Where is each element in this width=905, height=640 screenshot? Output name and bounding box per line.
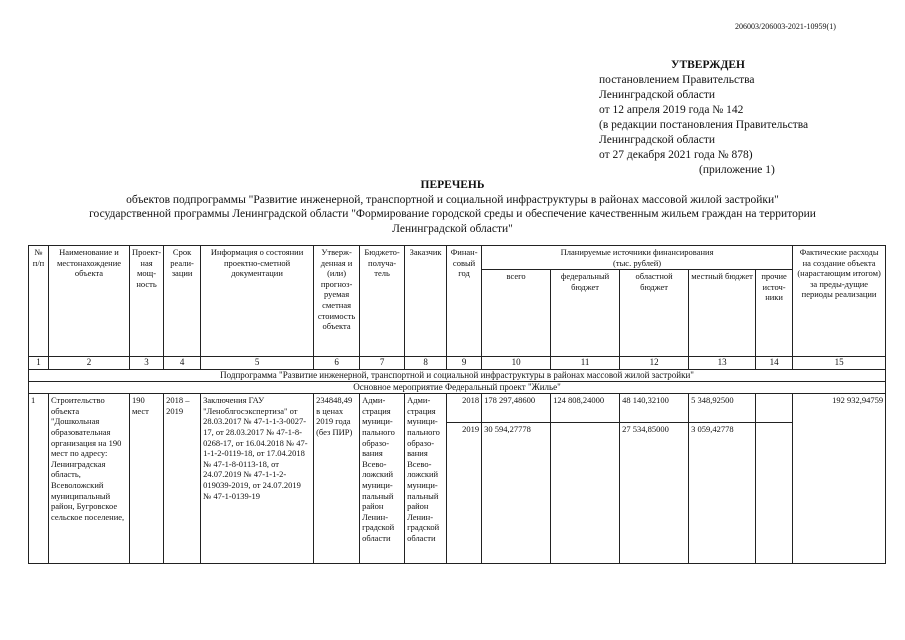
col-number: 1 [29,357,49,370]
row-actual: 192 932,94759 [793,394,886,564]
heading-line: государственной программы Ленинградской области "Формирование городской среды и обеспечение качественным жильем граждан на территории [89,208,816,220]
header-cost: Утверж-денная и (или) прогноз-руемая сметная стоимость объекта [314,246,360,357]
header-year: Финан-совый год [447,246,482,357]
row-recipient: Адми-страция муници-пального образо-вания Всево-ложский муници-пальный район Ленин-градской области [360,394,405,564]
approval-line: от 27 декабря 2021 года № 878) [599,149,753,161]
other-cell [756,423,793,564]
col-number: 2 [49,357,130,370]
row-num: 1 [29,394,49,564]
header-sources-unit: (тыс. рублей) [613,257,662,268]
col-number: 15 [793,357,886,370]
approval-line: Ленинградской области [599,134,716,146]
appendix-label: (приложение 1) [699,164,775,176]
measure-title: Основное мероприятие Федеральный проект "Жилье" [29,382,886,394]
col-number: 6 [314,357,360,370]
row-customer: Адми-страция муници-пального образо-вания Всево-ложский муници-пальный район Ленин-градской области [405,394,447,564]
approval-line: постановлением Правительства [599,74,755,86]
header-sources-title: Планируемые источники финансирования [560,247,714,257]
header-name: Наименование и местонахождение объекта [49,246,130,357]
page-title: ПЕРЕЧЕНЬ [420,179,485,191]
header-customer: Заказчик [405,246,447,357]
heading-line: Ленинградской области" [392,222,513,235]
approval-block [599,58,808,178]
row-capacity: 190 мест [130,394,164,564]
col-number: 7 [360,357,405,370]
col-number: 12 [620,357,689,370]
col-number: 9 [447,357,482,370]
header-term: Срок реали-зации [164,246,201,357]
header-recipient: Бюджето-получа-тель [360,246,405,357]
header-regional: областной бюджет [620,270,689,357]
document-number: 206003/206003-2021-10959(1) [735,22,836,31]
header-federal: федеральный бюджет [551,270,620,357]
col-number: 10 [482,357,551,370]
regional-cell: 27 534,85000 [620,423,689,564]
total-cell: 30 594,27778 [482,423,551,564]
col-number: 11 [551,357,620,370]
heading-line: объектов подпрограммы "Развитие инженерной, транспортной и социальной инфраструктуры в районах массовой жилой застройки" [126,193,779,206]
header-actual: Фактические расходы на создание объекта (нарастающим итогом) за преды-дущие периоды реализации [793,246,886,357]
total-cell: 178 297,48600 [482,394,551,423]
year-cell: 2019 [447,423,482,564]
header-num: № п/п [29,246,49,357]
regional-cell: 48 140,32100 [620,394,689,423]
col-number: 4 [164,357,201,370]
approval-line: (в редакции постановления Правительства [599,119,809,131]
approval-line: Ленинградской области [599,89,716,101]
col-number: 13 [689,357,756,370]
federal-cell: 124 808,24000 [551,394,620,423]
local-cell: 5 348,92500 [689,394,756,423]
row-cost: 234848,49 в ценах 2019 года (без ПИР) [314,394,360,564]
row-name: Строительство объекта "Дошкольная образовательная организация на 190 мест по адресу: Ленинградская область, Всеволожский муниципальный район, Бугровское сельское поселение, [49,394,130,564]
header-local: местный бюджет [689,270,756,357]
col-number: 3 [130,357,164,370]
header-sources [482,246,793,270]
column-numbers-row [29,357,886,370]
document-heading [0,178,905,236]
subprogram-title: Подпрограмма "Развитие инженерной, транспортной и социальной инфраструктуры в районах массовой жилой застройки" [29,370,886,382]
table-row [29,394,886,423]
header-docs: Информация о состоянии проектно-сметной документации [201,246,314,357]
subprogram-row [29,370,886,382]
year-cell: 2018 [447,394,482,423]
row-docs: Заключения ГАУ "Леноблгосэкспертиза" от 28.03.2017 № 47-1-1-3-0027-17, от 28.03.2017 № 47-1-8-0268-17, от 16.04.2018 № 47-1-1-2-0119-18, от 17.04.2018 № 47-1-8-0113-18, от 24.07.2019 № 47-1-1-2-019039-2019, от 24.07.2019 № 47-1-0139-19 [201,394,314,564]
header-other: прочие источ-ники [756,270,793,357]
col-number: 5 [201,357,314,370]
header-total: всего [482,270,551,357]
header-capacity: Проект-ная мощ-ность [130,246,164,357]
objects-table [28,245,886,564]
col-number: 8 [405,357,447,370]
approval-line: от 12 апреля 2019 года № 142 [599,104,744,116]
measure-row [29,382,886,394]
local-cell: 3 059,42778 [689,423,756,564]
header-row [29,246,886,270]
federal-cell [551,423,620,564]
other-cell [756,394,793,423]
col-number: 14 [756,357,793,370]
approval-title: УТВЕРЖДЕН [671,59,745,71]
row-term: 2018 – 2019 [164,394,201,564]
